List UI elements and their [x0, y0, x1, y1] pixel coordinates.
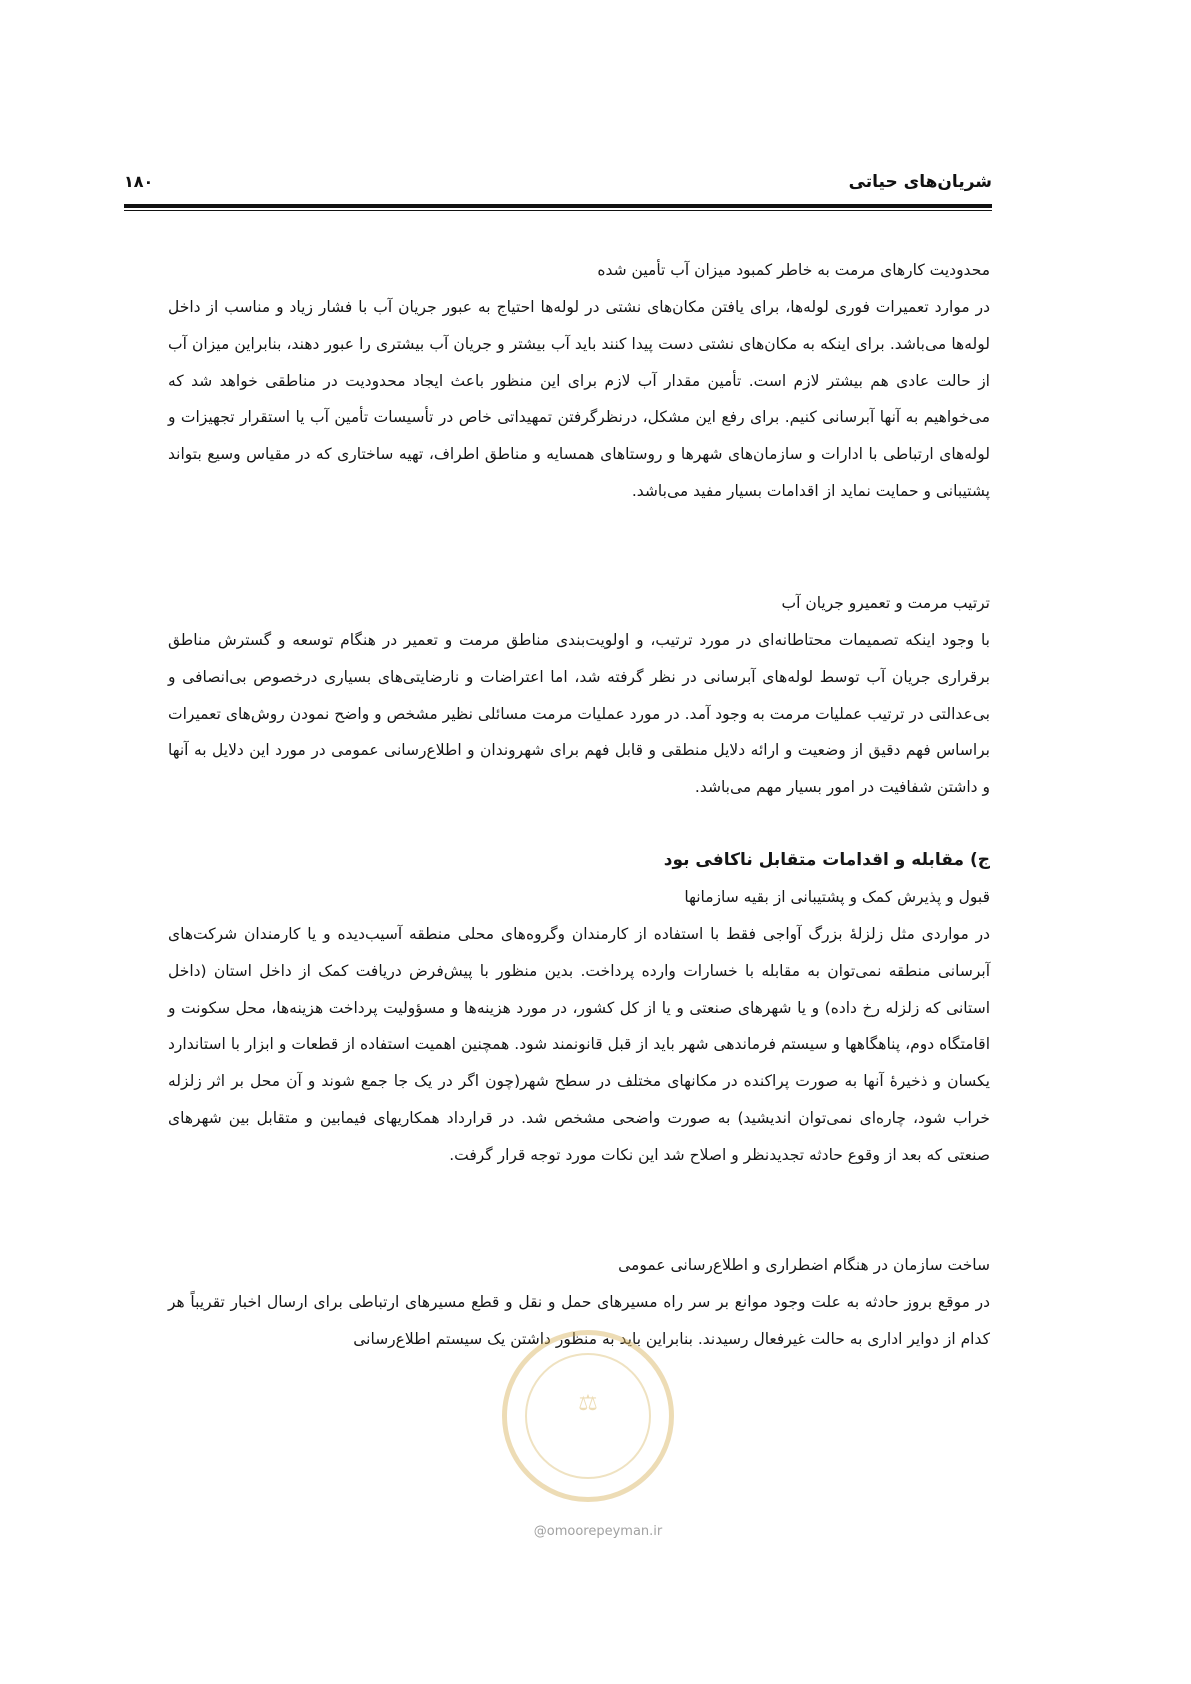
paragraph-text: در موقع بروز حادثه به علت وجود موانع بر سر راه مسیرهای حمل و نقل و قطع مسیرهای ارتباطی برای ارسال اخبار تقریباً هر کدام از دوایر اداری به حالت غیرفعال رسیدند. بنابراین باید به منظور داشتن یک سیستم اطلاع‌رسانی	[168, 1293, 990, 1348]
paragraph-text: در موارد تعمیرات فوری لوله‌ها، برای یافتن مکان‌های نشتی در لوله‌ها احتیاج به عبور جریان آب با فشار زیاد و مناسب از داخل لوله‌ها می‌باشد. برای اینکه به مکان‌های نشتی دست پیدا کنند باید آب بیشتر و جریان آب بیشتری را عبور دهند، بنابراین میزان آب از حالت عادی هم بیشتر لازم است. تأمین مقدار آب لازم برای این منظور باعث ایجاد محدودیت در مناطقی خواهد شد که می‌خواهیم به آنها آبرسانی کنیم. برای رفع این مشکل، درنظرگرفتن تمهیداتی خاص در تأسیسات تأمین آب یا استقرار تجهیزات و لوله‌های ارتباطی با ادارات و سازمان‌های شهرها و روستاهای همسایه و مناطق اطراف، تهیه ساختاری که در مقیاس وسیع بتواند پشتیبانی و حمایت نماید از اقدامات بسیار مفید می‌باشد.	[168, 298, 990, 500]
page-number: ۱۸۰	[124, 172, 154, 191]
subheading-repair-order	[168, 585, 990, 622]
paragraph-2	[168, 622, 990, 806]
section-heading	[168, 842, 990, 879]
paragraph-3	[168, 916, 990, 1174]
section-heading-text: ج) مقابله و اقدامات متقابل ناکافی بود	[663, 850, 990, 870]
subheading-text: قبول و پذیرش کمک و پشتیبانی از بقیه سازمانها	[684, 888, 990, 906]
paragraph-4	[168, 1284, 990, 1358]
subheading-repair-limitation	[168, 252, 990, 289]
seal-inner-ring	[525, 1353, 651, 1479]
seal-emblem-icon: ⚖	[578, 1391, 598, 1416]
subheading-text: ترتیب مرمت و تعمیرو جریان آب	[781, 594, 990, 612]
subheading-text: ساخت سازمان در هنگام اضطراری و اطلاع‌رسانی عمومی	[618, 1256, 990, 1274]
subheading-support	[168, 879, 990, 916]
header-title: شریان‌های حیاتی	[848, 172, 992, 192]
paragraph-text: در مواردی مثل زلزلهٔ بزرگ آواجی فقط با استفاده از کارمندان وگروه‌های محلی منطقه آسیب‌دیده و یا کارمندان شرکت‌های آبرسانی منطقه نمی‌توان به مقابله با خسارات وارده پرداخت. بدین منظور با پیش‌فرض دریافت کمک از داخل استان (داخل استانی که زلزله رخ داده) و یا شهرهای صنعتی و یا از کل کشور، در مورد هزینه‌ها و مسؤولیت پرداخت هزینه‌ها، محل سکونت و اقامتگاه دوم، پناهگاهها و سیستم فرماندهی شهر باید از قبل قانونمند شود. همچنین اهمیت استفاده از قطعات و ابزار با استاندارد یکسان و ذخیرهٔ آنها به صورت پراکنده در مکانهای مختلف در سطح شهر(چون اگر در یک جا جمع شوند و آن محل بر اثر زلزله خراب شود، چاره‌ای نمی‌توان اندیشید) به صورت واضحی مشخص شد. در قرارداد همکاریهای فیمابین و متقابل بین شهرهای صنعتی که بعد از وقوع حادثه تجدیدنظر و اصلاح شد این نکات مورد توجه قرار گرفت.	[168, 925, 990, 1164]
subheading-emergency-org	[168, 1247, 990, 1284]
header-rule	[124, 204, 992, 208]
paragraph-text: با وجود اینکه تصمیمات محتاطانه‌ای در مورد ترتیب، و اولویت‌بندی مناطق مرمت و تعمیر در هنگام توسعه و گسترش مناطق برقراری جریان آب توسط لوله‌های آبرسانی در نظر گرفته شد، اما اعتراضات و نارضایتی‌های بسیاری درخصوص بی‌انصافی و بی‌عدالتی در ترتیب عملیات مرمت به وجود آمد. در مورد عملیات مرمت مسائلی نظیر مشخص و واضح نمودن روش‌های تعمیرات براساس فهم دقیق از وضعیت و ارائه دلایل منطقی و قابل فهم برای شهروندان و اطلاع‌رسانی عمومی در مورد این دلایل به آنها و داشتن شفافیت در امور بسیار مهم می‌باشد.	[168, 631, 990, 797]
subheading-text: محدودیت کارهای مرمت به خاطر کمبود میزان آب تأمین شده	[597, 261, 990, 279]
watermark-url: @omoorepeyman.ir	[533, 1524, 663, 1539]
paragraph-1	[168, 289, 990, 510]
header-rule-thin	[124, 210, 992, 211]
